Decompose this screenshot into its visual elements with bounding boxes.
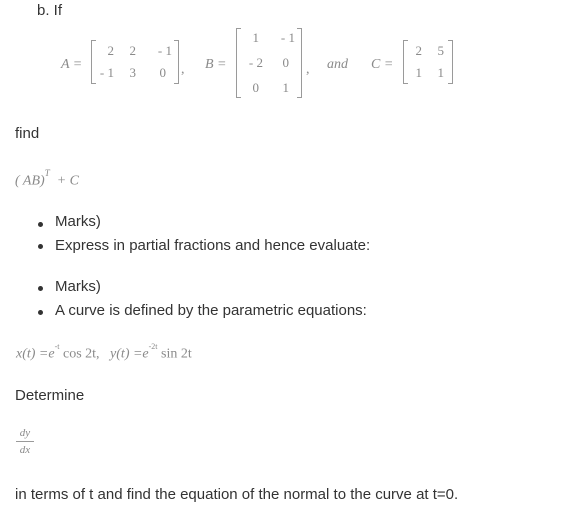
parametric-equations: $x(t) =e^{-t}$ cos 2t, $y(t) =e^{-2t}$ sin 2t xyxy=(16,342,192,362)
matrix-c xyxy=(403,40,453,84)
comma: , xyxy=(181,62,185,77)
matrix-a-cell: 2 xyxy=(129,43,136,58)
matrix-b-cell: - 1 xyxy=(280,30,295,45)
bullet-dot xyxy=(38,244,43,249)
bullet-dot xyxy=(38,286,43,291)
matrix-b-cell: 1 xyxy=(252,30,259,45)
find-text: find xyxy=(15,125,40,142)
matrix-c-label: C = xyxy=(371,57,394,72)
matrix-a-cell: 3 xyxy=(129,65,136,80)
bullet-parametric: A curve is defined by the parametric equations: xyxy=(55,302,367,319)
matrix-c-cell: 5 xyxy=(437,43,444,58)
bullet-marks-1: Marks) xyxy=(55,213,101,230)
matrix-a-label: A = xyxy=(61,57,83,72)
final-instruction: in terms of t and find the equation of the normal to the curve at t=0. xyxy=(15,486,459,503)
matrix-a xyxy=(91,40,179,84)
matrix-b-cell: 0 xyxy=(252,80,259,95)
matrix-a-cell: 0 xyxy=(159,65,166,80)
question-label: b. If xyxy=(37,2,63,19)
matrix-b-label: B = xyxy=(205,57,227,72)
bullet-partial-fractions: Express in partial fractions and hence evaluate: xyxy=(55,237,371,254)
matrix-a-cell: - 1 xyxy=(157,43,172,58)
matrix-c-cell: 1 xyxy=(437,65,444,80)
matrix-b-cell: 0 xyxy=(282,55,289,70)
matrix-b-cell: 1 xyxy=(282,80,289,95)
derivative-fraction: dy dx xyxy=(16,427,34,456)
comma: , xyxy=(306,62,310,77)
and-word: and xyxy=(327,57,348,72)
bullet-dot xyxy=(38,310,43,315)
matrix-b xyxy=(236,28,302,98)
bullet-marks-2: Marks) xyxy=(55,278,101,295)
matrix-a-cell: - 1 xyxy=(99,65,114,80)
bullet-dot xyxy=(38,222,43,227)
expression-abt-plus-c: ( AB)$^T$ + C xyxy=(15,168,79,189)
matrix-b-cell: - 2 xyxy=(248,55,263,70)
determine-text: Determine xyxy=(15,387,85,404)
matrix-a-cell: 2 xyxy=(107,43,114,58)
matrix-c-cell: 1 xyxy=(415,65,422,80)
matrix-c-cell: 2 xyxy=(415,43,422,58)
